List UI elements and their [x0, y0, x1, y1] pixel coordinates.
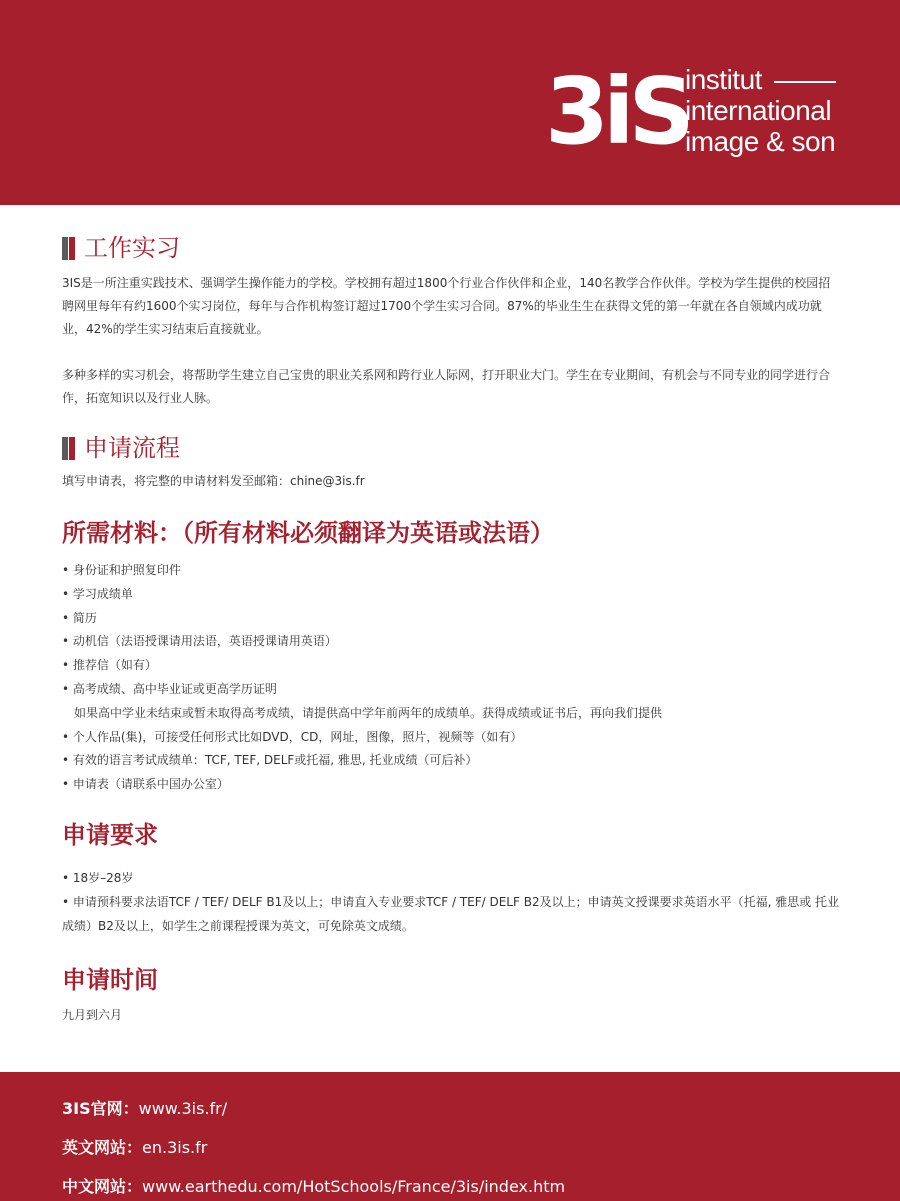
- list-item: • 有效的语言考试成绩单：TCF, TEF, DELF或托福, 雅思, 托业成绩（可后补）: [62, 753, 478, 768]
- process-title: 申请流程: [62, 430, 842, 466]
- logo-mark: 3iS: [545, 58, 689, 165]
- main-content: [62, 230, 842, 1027]
- official-site-link[interactable]: www.3is.fr/: [138, 1099, 228, 1118]
- title-bar-accent-icon: [69, 437, 75, 460]
- list-item: • 简历: [62, 610, 97, 625]
- timing-text: 九月到六月: [62, 1008, 123, 1023]
- requirements-title: 申请要求: [62, 820, 158, 849]
- 3is-logo: [545, 58, 845, 165]
- english-site-label: 英文网站：: [62, 1138, 143, 1157]
- list-item: • 身份证和护照复印件: [62, 563, 181, 577]
- logo-line-1: institut: [685, 64, 836, 95]
- list-item: • 高考成绩、高中毕业证或更高学历证明: [62, 681, 277, 696]
- logo-line-2: international: [685, 95, 832, 126]
- internship-title: 工作实习: [62, 230, 842, 266]
- list-item: • 个人作品(集)，可接受任何形式比如DVD，CD，网址，图像，照片，视频等（如有）: [62, 729, 523, 744]
- english-site-link[interactable]: en.3is.fr: [142, 1138, 208, 1157]
- official-site-line: [62, 1098, 227, 1120]
- list-item: • 动机信（法语授课请用法语，英语授课请用英语）: [62, 634, 337, 649]
- logo-rule: [774, 81, 836, 83]
- chinese-site-label: 中文网站：: [62, 1177, 143, 1196]
- materials-title: 所需材料：（所有材料必须翻译为英语或法语）: [62, 519, 554, 547]
- list-item: • 18岁–28岁: [62, 870, 134, 885]
- title-bar-accent-icon: [69, 237, 75, 260]
- internship-paragraph-1: 3IS是一所注重实践技术、强调学生操作能力的学校。学校拥有超过1800个行业合作伙伴和企业，140名教学合作伙伴。学校为学生提供的校园招聘网里每年有约1600个实习岗位，每年与合作机构签订超过1700个学生实习合同。87%的毕业生生在获得文凭的第一年就在各自领域内成功就业，42%的学生实习结束后直接就业。: [62, 276, 831, 336]
- timing-title: 申请时间: [62, 966, 158, 995]
- official-site-label: 3IS官网：: [62, 1099, 139, 1118]
- title-bar-icon: [62, 237, 68, 260]
- english-site-line: [62, 1137, 207, 1159]
- materials-list: [62, 559, 842, 797]
- list-item-note: 如果高中学业未结束或暂未取得高考成绩，请提供高中学年前两年的成绩单。获得成绩或证书后，再向我们提供: [74, 705, 663, 720]
- list-item: • 推荐信（如有）: [62, 658, 157, 673]
- chinese-site-link[interactable]: www.earthedu.com/HotSchools/France/3is/index.htm: [142, 1177, 566, 1196]
- requirements-list: [62, 867, 842, 938]
- chinese-site-line: [62, 1176, 565, 1198]
- header-banner: [0, 0, 900, 205]
- internship-paragraph-2: 多种多样的实习机会，将帮助学生建立自己宝贵的职业关系网和跨行业人际网，打开职业大门。学生在专业期间，有机会与不同专业的同学进行合作，拓宽知识以及行业人脉。: [62, 368, 831, 405]
- logo-wordmark: [685, 64, 836, 157]
- title-bar-icon: [62, 437, 68, 460]
- process-text: 填写申请表，将完整的申请材料发至邮箱：chine@3is.fr: [62, 474, 365, 488]
- list-item: • 学习成绩单: [62, 586, 133, 601]
- footer-banner: [0, 1072, 900, 1201]
- list-item: • 申请预科要求法语TCF / TEF/ DELF B1及以上；申请直入专业要求TCF / TEF/ DELF B2及以上；申请英文授课要求英语水平（托福, 雅思或 托业成绩）B2及以上，如学生之前课程授课为英文，可免除英文成绩。: [62, 894, 840, 933]
- list-item: • 申请表（请联系中国办公室）: [62, 777, 229, 792]
- logo-line-3: image & son: [685, 126, 836, 157]
